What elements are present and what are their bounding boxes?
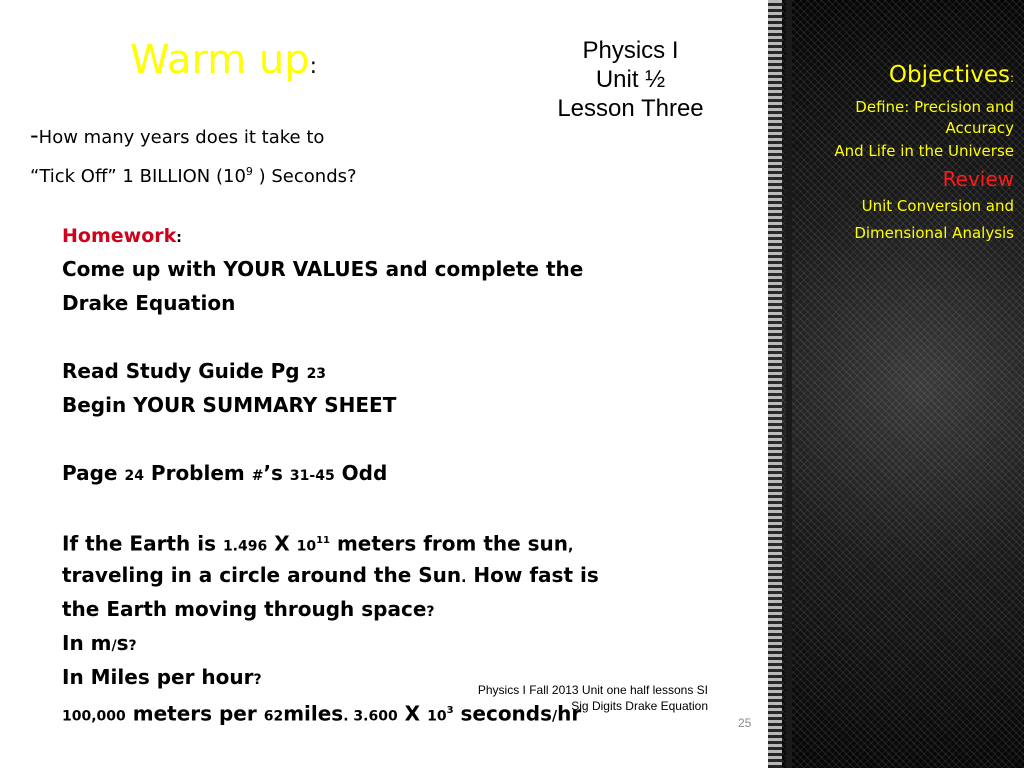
units-question: ? bbox=[128, 638, 137, 654]
footer-line-1: Physics I Fall 2013 Unit one half lessons SI bbox=[477, 683, 708, 697]
lesson-course: Physics I bbox=[582, 37, 679, 64]
mph-question: ? bbox=[253, 672, 262, 688]
homework-gap bbox=[62, 320, 742, 354]
conversion-text-a: meters per bbox=[125, 701, 264, 726]
question-exponent: 9 bbox=[245, 165, 253, 178]
conversion-miles: miles bbox=[283, 701, 344, 726]
homework-line-5 bbox=[62, 456, 742, 490]
footer-note bbox=[400, 682, 708, 714]
conversion-hr: hr bbox=[557, 701, 582, 726]
question-line-2 bbox=[30, 155, 357, 194]
question-line-2-post: ) Seconds? bbox=[252, 166, 357, 187]
problem-hash: # bbox=[251, 468, 264, 484]
conversion-period: . bbox=[343, 708, 349, 725]
problem-range: 31-45 bbox=[289, 468, 335, 484]
homework-gap bbox=[62, 490, 742, 524]
question-dash: - bbox=[30, 121, 39, 149]
question-line-1 bbox=[30, 118, 357, 155]
lesson-heading bbox=[528, 36, 733, 123]
study-guide-page: 23 bbox=[306, 366, 327, 382]
earth-text-b: meters from the sun bbox=[330, 531, 569, 556]
homework-block bbox=[62, 218, 742, 728]
homework-label-text: Homework bbox=[62, 225, 177, 247]
homework-gap bbox=[62, 422, 742, 456]
conversion-exponent: 3 bbox=[446, 705, 454, 716]
conversion-base: 10 bbox=[427, 708, 447, 725]
lesson-number: Lesson Three bbox=[557, 95, 704, 122]
homework-line-6 bbox=[62, 524, 742, 558]
homework-line-8 bbox=[62, 592, 742, 626]
earth-text-x: X bbox=[267, 531, 297, 556]
homework-label-colon: : bbox=[176, 230, 182, 246]
objectives-panel bbox=[790, 58, 1014, 244]
objectives-title-text: Objectives bbox=[888, 62, 1010, 88]
warmup-title bbox=[130, 34, 317, 93]
conversion-x: X bbox=[397, 701, 428, 726]
homework-heading bbox=[62, 218, 742, 252]
earth-text-period: . bbox=[461, 570, 467, 586]
homework-line-2: Drake Equation bbox=[62, 291, 236, 315]
homework-line-7 bbox=[62, 558, 742, 592]
lesson-unit: Unit ½ bbox=[595, 66, 666, 93]
objective-item-4: Dimensional Analysis bbox=[854, 224, 1014, 242]
units-m: In m bbox=[62, 631, 112, 655]
homework-label bbox=[62, 225, 182, 247]
mph-text: In Miles per hour bbox=[62, 665, 254, 689]
homework-line-3 bbox=[62, 354, 742, 388]
earth-distance-exponent: 11 bbox=[316, 535, 330, 546]
earth-distance-mantissa: 1.496 bbox=[222, 538, 268, 555]
page-number: 25 bbox=[738, 716, 752, 730]
warmup-title-text: Warm up bbox=[130, 37, 310, 83]
study-guide-text: Read Study Guide Pg bbox=[62, 359, 307, 383]
units-slash: / bbox=[111, 638, 117, 654]
earth-text-question: ? bbox=[426, 604, 435, 620]
earth-text-e: the Earth moving through space bbox=[62, 597, 427, 621]
earth-text-d: How fast is bbox=[466, 563, 599, 587]
objective-item-1: Define: Precision and Accuracy bbox=[855, 98, 1014, 137]
homework-line-1: Come up with YOUR VALUES and complete the bbox=[62, 257, 584, 281]
objective-review-heading: Review bbox=[942, 167, 1014, 191]
footer-line-2: Sig Digits Drake Equation bbox=[571, 699, 708, 713]
problem-page-label: Page bbox=[62, 461, 125, 485]
problem-suffix: ’s bbox=[263, 461, 290, 485]
conversion-seconds: seconds bbox=[453, 701, 553, 726]
earth-text-comma: , bbox=[568, 538, 574, 555]
conversion-seconds-num: 3.600 bbox=[348, 708, 398, 725]
question-line-1-text: How many years does it take to bbox=[38, 127, 325, 148]
homework-line-9 bbox=[62, 626, 742, 660]
conversion-slash: / bbox=[552, 708, 558, 725]
problem-label: Problem bbox=[143, 461, 252, 485]
conversion-meters: 100,000 bbox=[62, 708, 126, 725]
question-line-2-pre: “Tick Off” 1 BILLION (10 bbox=[30, 166, 246, 187]
earth-text-c: traveling in a circle around the Sun bbox=[62, 563, 462, 587]
objective-item-2: And Life in the Universe bbox=[834, 142, 1014, 160]
warmup-title-colon: : bbox=[309, 54, 318, 79]
conversion-miles-num: 62 bbox=[263, 708, 284, 725]
units-s: s bbox=[116, 631, 129, 655]
earth-text-a: If the Earth is bbox=[62, 531, 223, 556]
earth-distance-base: 10 bbox=[296, 538, 317, 555]
objective-item-3: Unit Conversion and bbox=[861, 197, 1014, 215]
warmup-question bbox=[30, 118, 357, 194]
problem-page-number: 24 bbox=[124, 468, 144, 484]
objectives-title bbox=[790, 58, 1014, 95]
problem-odd: Odd bbox=[334, 461, 388, 485]
homework-line-4: Begin YOUR SUMMARY SHEET bbox=[62, 393, 397, 417]
objectives-title-colon: : bbox=[1009, 71, 1014, 85]
sidebar-edge-stripes bbox=[768, 0, 782, 768]
